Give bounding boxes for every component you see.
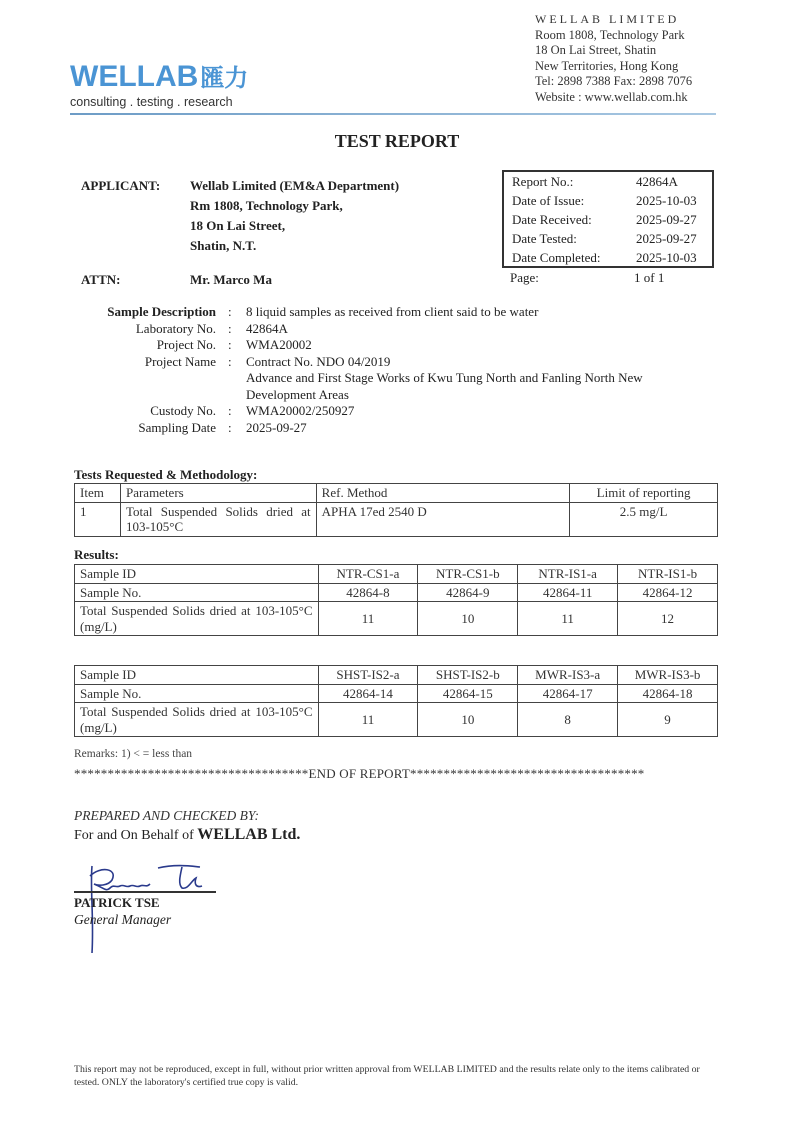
header-limit: Limit of reporting xyxy=(570,484,718,503)
company-logo xyxy=(70,58,248,109)
field-value: 42864A xyxy=(246,320,288,336)
applicant-label: APPLICANT: xyxy=(81,178,161,193)
field-value: 2025-10-03 xyxy=(636,250,697,265)
address-line: Room 1808, Technology Park xyxy=(535,27,685,42)
tss-value: 11 xyxy=(518,602,618,636)
sample-no: 42864-9 xyxy=(418,583,518,602)
sample-id: SHST-IS2-a xyxy=(318,666,418,685)
applicant-address-line: 18 On Lai Street, xyxy=(190,218,286,233)
field-label: Sample Description xyxy=(107,304,216,319)
field-value: 2025-09-27 xyxy=(636,212,697,227)
field-value: WMA20002/250927 xyxy=(246,403,355,418)
limit-of-reporting: 2.5 mg/L xyxy=(570,502,718,536)
company-name: WELLAB LIMITED xyxy=(535,12,680,26)
sample-id: NTR-IS1-b xyxy=(618,565,718,584)
row-label: Sample ID xyxy=(75,666,319,685)
row-label: Sample ID xyxy=(75,565,319,584)
row-label: Total Suspended Solids dried at 103-105°C (mg/L) xyxy=(75,602,319,636)
tss-value: 10 xyxy=(418,703,518,737)
header-divider xyxy=(70,113,716,115)
logo-brand-chinese: 匯力 xyxy=(200,64,249,92)
tss-row xyxy=(75,602,718,636)
signer-role: General Manager xyxy=(74,912,172,927)
field-label: Custody No. xyxy=(150,403,216,418)
attn-block xyxy=(81,272,272,288)
field-label: Date Tested: xyxy=(512,231,577,246)
sample-no: 42864-8 xyxy=(318,583,418,602)
parameter: Total Suspended Solids dried at 103-105°C xyxy=(120,502,316,536)
logo-brand: WELLAB xyxy=(70,60,199,93)
phone-fax: Tel: 2898 7388 Fax: 2898 7076 xyxy=(535,74,693,88)
sample-id-row xyxy=(75,666,718,685)
results-table-2 xyxy=(74,665,718,737)
signer-name: PATRICK TSE xyxy=(74,895,160,910)
on-behalf-line xyxy=(74,826,300,844)
sample-no: 42864-18 xyxy=(618,684,718,703)
field-label: Project No. xyxy=(156,337,216,352)
header-ref-method: Ref. Method xyxy=(316,484,570,503)
footer-disclaimer: This report may not be reproduced, except in full, without prior written approval from WELLAB LIMITED and the results relate only to the items calibrated or tested. ONLY the laboratory's certified true copy is valid. xyxy=(74,1064,700,1088)
page-title: TEST REPORT xyxy=(334,131,460,151)
field-value: Contract No. NDO 04/2019 xyxy=(246,353,391,369)
sample-id-row xyxy=(75,565,718,584)
field-label: Project Name xyxy=(144,353,216,369)
sample-no: 42864-11 xyxy=(518,583,618,602)
tss-value: 12 xyxy=(618,602,718,636)
field-value: WMA20002 xyxy=(246,337,312,352)
sample-id: NTR-IS1-a xyxy=(518,565,618,584)
logo-tagline: consulting . testing . research xyxy=(70,95,233,109)
field-value: 2025-09-27 xyxy=(636,231,697,246)
ref-method: APHA 17ed 2540 D xyxy=(316,502,570,536)
website: Website : www.wellab.com.hk xyxy=(535,89,688,104)
table-header-row xyxy=(75,484,718,503)
signature-line xyxy=(74,891,216,893)
tss-value: 11 xyxy=(318,602,418,636)
applicant-address-line: Shatin, N.T. xyxy=(190,238,257,253)
report-info-box xyxy=(502,170,714,268)
field-label: Date of Issue: xyxy=(512,193,585,208)
sample-no-row xyxy=(75,684,718,703)
field-label: Date Received: xyxy=(512,212,592,227)
remarks: Remarks: 1) < = less than xyxy=(74,748,193,760)
attn-name: Mr. Marco Ma xyxy=(190,272,272,287)
prepared-by-label: PREPARED AND CHECKED BY: xyxy=(74,808,259,823)
sample-no: 42864-14 xyxy=(318,684,418,703)
field-label: Page: xyxy=(510,270,539,285)
field-value: 2025-09-27 xyxy=(246,419,307,435)
sample-id: SHST-IS2-b xyxy=(418,666,518,685)
row-label: Sample No. xyxy=(75,583,319,602)
field-label: Report No.: xyxy=(512,174,574,189)
tss-value: 8 xyxy=(518,703,618,737)
behalf-prefix: For and On Behalf of xyxy=(74,828,198,843)
sample-no: 42864-17 xyxy=(518,684,618,703)
header-parameters: Parameters xyxy=(120,484,316,503)
methodology-table xyxy=(74,483,718,537)
header-item: Item xyxy=(75,484,121,503)
results-table-1 xyxy=(74,564,718,636)
attn-label: ATTN: xyxy=(81,272,121,287)
field-label: Sampling Date xyxy=(138,419,216,435)
address-line: New Territories, Hong Kong xyxy=(535,58,679,73)
field-label: Laboratory No. xyxy=(135,320,216,336)
tss-value: 11 xyxy=(318,703,418,737)
results-heading: Results: xyxy=(74,547,119,562)
sample-no-row xyxy=(75,583,718,602)
address-line: 18 On Lai Street, Shatin xyxy=(535,43,657,57)
field-value: Advance and First Stage Works of Kwu Tung North and Fanling North New xyxy=(246,370,643,385)
field-label: Date Completed: xyxy=(512,250,601,265)
sample-id: NTR-CS1-b xyxy=(418,565,518,584)
field-value: 8 liquid samples as received from client said to be water xyxy=(246,304,539,319)
applicant-address-line: Rm 1808, Technology Park, xyxy=(190,198,343,213)
applicant-name: Wellab Limited (EM&A Department) xyxy=(190,178,400,193)
sample-no: 42864-12 xyxy=(618,583,718,602)
field-value: Development Areas xyxy=(246,386,349,402)
field-value: 42864A xyxy=(636,174,678,189)
tss-value: 9 xyxy=(618,703,718,737)
row-label: Total Suspended Solids dried at 103-105°C (mg/L) xyxy=(75,703,319,737)
methodology-heading: Tests Requested & Methodology: xyxy=(74,467,258,482)
sample-id: NTR-CS1-a xyxy=(318,565,418,584)
company-address-block xyxy=(535,12,692,105)
sample-no: 42864-15 xyxy=(418,684,518,703)
table-row xyxy=(75,502,718,536)
tss-value: 10 xyxy=(418,602,518,636)
page-number: 1 of 1 xyxy=(634,270,665,285)
row-label: Sample No. xyxy=(75,684,319,703)
item-number: 1 xyxy=(75,502,121,536)
page-number-row xyxy=(510,270,710,286)
field-value: 2025-10-03 xyxy=(636,193,697,208)
end-of-report-marker: ***********************************END OF REPORT*********************************** xyxy=(74,766,645,781)
sample-id: MWR-IS3-b xyxy=(618,666,718,685)
sample-id: MWR-IS3-a xyxy=(518,666,618,685)
tss-row xyxy=(75,703,718,737)
behalf-company: WELLAB Ltd. xyxy=(197,826,301,843)
